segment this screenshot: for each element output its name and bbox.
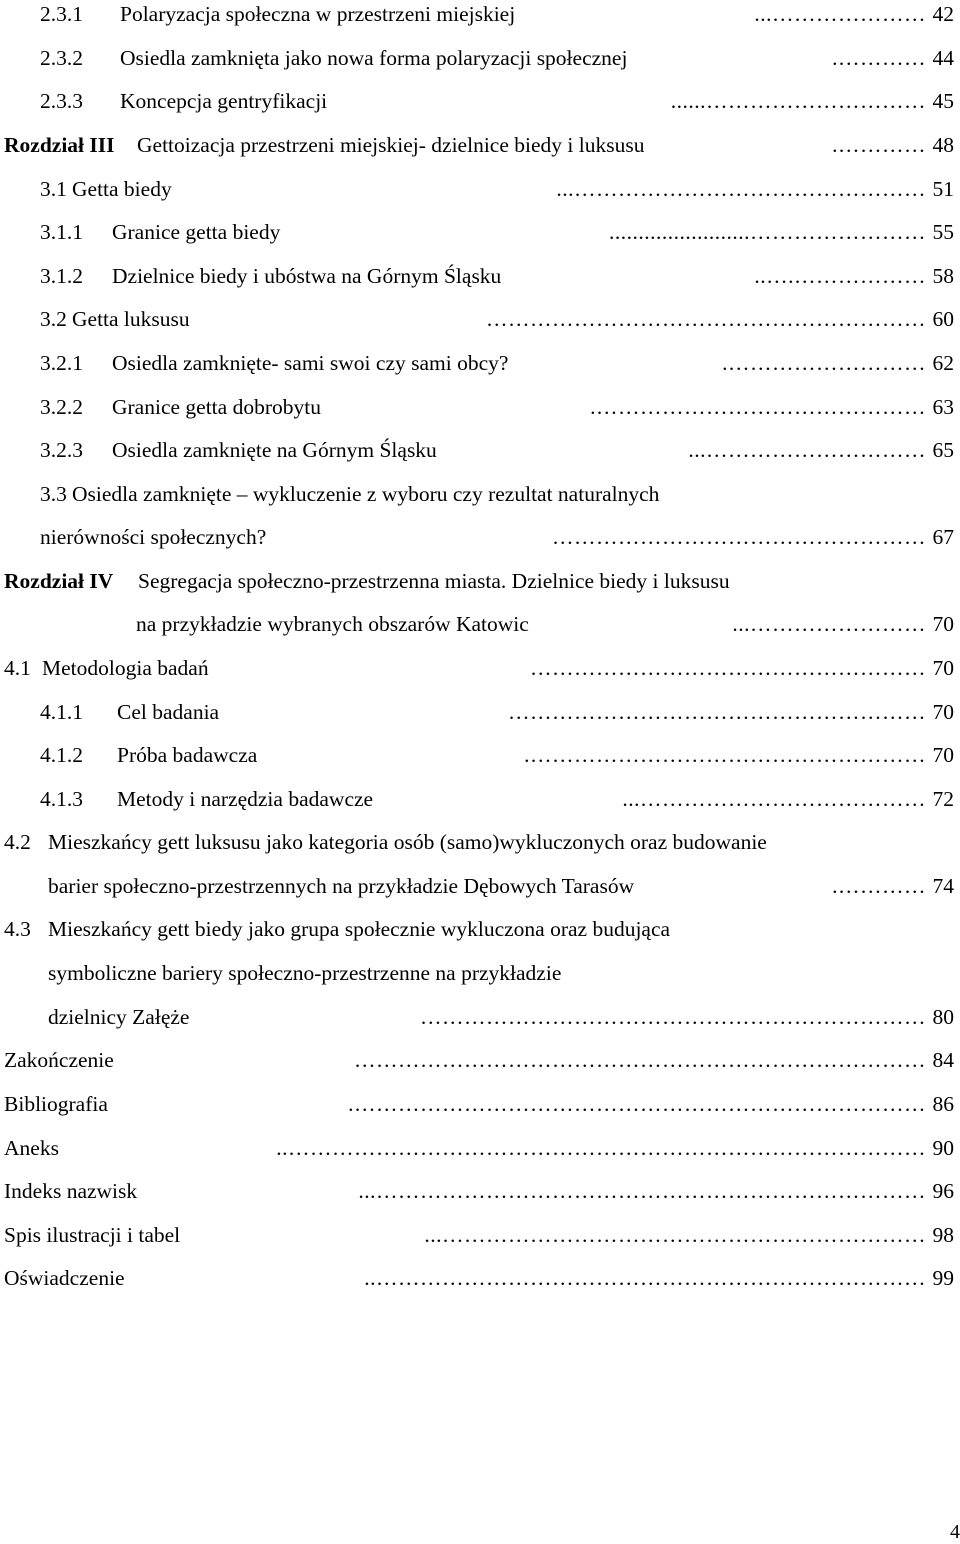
toc-entry: [0, 305, 960, 333]
toc-entry-number: Rozdział IV: [4, 569, 114, 593]
toc-entry-title: Zakończenie: [4, 1048, 114, 1072]
toc-entry-title: dzielnicy Załęże: [48, 1005, 190, 1029]
toc-entry-leader: ……………………………………………………………………: [354, 1048, 926, 1072]
toc-entry: [0, 698, 960, 726]
toc-entry-page: 84: [932, 1048, 954, 1072]
toc-entry-title: barier społeczno-przestrzennych na przykładzie Dębowych Tarasów: [48, 874, 635, 898]
toc-entry: [0, 218, 960, 246]
toc-entry-title: na przykładzie wybranych obszarów Katowic: [136, 612, 529, 636]
toc-entry-leader: …………………………......: [670, 89, 926, 113]
toc-entry-title: Getta luksusu: [72, 307, 190, 331]
toc-entry-title: Polaryzacja społeczna w przestrzeni miejskiej: [120, 2, 516, 26]
toc-entry: [0, 1134, 960, 1162]
toc-entry-title: Osiedla zamknięte na Górnym Śląsku: [112, 438, 437, 462]
toc-entry-leader: ……………….…..: [754, 264, 926, 288]
toc-entry-title: Granice getta dobrobytu: [112, 395, 321, 419]
toc-entry: [0, 1221, 960, 1249]
toc-entry: [0, 1090, 960, 1118]
toc-entry-number: 3.2: [40, 307, 67, 331]
toc-entry-title: Oświadczenie: [4, 1266, 125, 1290]
toc-entry-number: 3.3: [40, 482, 67, 506]
toc-entry-page: 44: [932, 46, 954, 70]
toc-entry-page: 48: [932, 133, 954, 157]
toc-entry: [0, 349, 960, 377]
toc-entry-page: 86: [932, 1092, 954, 1116]
toc-entry-page: 99: [932, 1266, 954, 1290]
toc-entry-leader: …………………...: [754, 2, 926, 26]
toc-entry-title: Koncepcja gentryfikacji: [120, 89, 328, 113]
toc-entry: [0, 131, 960, 159]
toc-entry: [0, 915, 960, 943]
toc-entry-number: 3.2.2: [40, 395, 83, 419]
toc-entry-page: 62: [932, 351, 954, 375]
toc-entry-page: 72: [932, 787, 954, 811]
toc-entry-page: 60: [932, 307, 954, 331]
toc-entry-number: 4.1.3: [40, 787, 83, 811]
toc-entry: [0, 523, 960, 551]
toc-entry: [0, 44, 960, 72]
toc-entry-number: 4.1.1: [40, 700, 83, 724]
toc-entry-title: Mieszkańcy gett luksusu jako kategoria osób (samo)wykluczonych oraz budowanie: [48, 830, 767, 854]
toc-entry-page: 96: [932, 1179, 954, 1203]
toc-entry-leader: …………………………………………………………………...: [358, 1179, 926, 1203]
toc-entry-leader: ……………………………………………………………………………..: [276, 1136, 926, 1160]
toc-entry-title: Bibliografia: [4, 1092, 108, 1116]
toc-entry: [0, 175, 960, 203]
toc-entry-number: 2.3.3: [40, 89, 83, 113]
toc-entry-leader: ………….: [832, 133, 926, 157]
toc-entry: [0, 741, 960, 769]
toc-entry-title: Mieszkańcy gett biedy jako grupa społecznie wykluczona oraz budująca: [48, 917, 671, 941]
toc-entry-leader: ……………………...: [732, 612, 926, 636]
toc-entry-page: 70: [932, 700, 954, 724]
toc-entry: [0, 480, 960, 508]
toc-entry-title: Metody i narzędzia badawcze: [117, 787, 374, 811]
toc-entry-number: 4.3: [4, 917, 31, 941]
toc-entry-leader: …………………………………………………………...: [424, 1223, 926, 1247]
toc-entry-leader: …………………………...: [688, 438, 926, 462]
toc-entry-page: 67: [932, 525, 954, 549]
toc-entry-number: 4.1: [4, 656, 31, 680]
toc-entry-leader: ……………………….: [722, 351, 926, 375]
toc-entry: [0, 262, 960, 290]
toc-entry-number: 4.2: [4, 830, 31, 854]
toc-entry-page: 51: [932, 177, 954, 201]
toc-entry-title: symboliczne bariery społeczno-przestrzenne na przykładzie: [48, 961, 562, 985]
toc-entry-title: Segregacja społeczno-przestrzenna miasta. Dzielnice biedy i luksusu: [138, 569, 730, 593]
toc-entry-number: 3.1: [40, 177, 67, 201]
toc-entry-page: 74: [932, 874, 954, 898]
toc-entry-page: 65: [932, 438, 954, 462]
toc-entry-leader: …………………………………………………………………….: [348, 1092, 926, 1116]
toc-entry: [0, 610, 960, 638]
toc-entry-title: Osiedla zamknięta jako nowa forma polaryzacji społecznej: [120, 46, 628, 70]
toc-entry-title: Cel badania: [117, 700, 220, 724]
toc-entry-title: Granice getta biedy: [112, 220, 281, 244]
toc-entry-title: Próba badawcza: [117, 743, 258, 767]
toc-entry-number: 3.2.1: [40, 351, 83, 375]
toc-entry-title: Dzielnice biedy i ubóstwa na Górnym Śląsku: [112, 264, 502, 288]
toc-entry-title: Indeks nazwisk: [4, 1179, 138, 1203]
toc-entry-title: Metodologia badań: [42, 656, 209, 680]
toc-entry-leader: ……………………………………….: [590, 395, 926, 419]
toc-entry: [0, 1264, 960, 1292]
toc-entry-leader: ……………………………………………: [552, 525, 926, 549]
toc-entry: [0, 959, 960, 987]
toc-entry-page: 80: [932, 1005, 954, 1029]
toc-entry-leader: ……………………........................: [609, 220, 926, 244]
toc-entry: [0, 393, 960, 421]
toc-entry-number: 3.2.3: [40, 438, 83, 462]
toc-entry-number: 3.1.1: [40, 220, 83, 244]
toc-entry-leader: …………………………………...: [622, 787, 926, 811]
toc-entry-page: 63: [932, 395, 954, 419]
toc-entry: [0, 87, 960, 115]
toc-entry-number: 3.1.2: [40, 264, 83, 288]
toc-entry-leader: …………………………………………...: [556, 177, 926, 201]
toc-entry-number: Rozdział III: [4, 133, 115, 157]
toc-entry-title: Gettoizacja przestrzeni miejskiej- dzielnice biedy i luksusu: [137, 133, 645, 157]
toc-entry: [0, 654, 960, 682]
page-number: 4: [950, 1521, 960, 1543]
toc-entry-page: 45: [932, 89, 954, 113]
toc-entry: [0, 436, 960, 464]
toc-entry-page: 55: [932, 220, 954, 244]
toc-entry: [0, 828, 960, 856]
toc-entry: [0, 1003, 960, 1031]
toc-entry-page: 90: [932, 1136, 954, 1160]
toc-entry-title: Getta biedy: [72, 177, 172, 201]
toc-entry-number: 4.1.2: [40, 743, 83, 767]
toc-entry: [0, 0, 960, 28]
toc-entry: [0, 567, 960, 595]
toc-entry-leader: ………….: [832, 46, 926, 70]
toc-entry: [0, 785, 960, 813]
toc-entry: [0, 872, 960, 900]
toc-entry-title: Spis ilustracji i tabel: [4, 1223, 181, 1247]
toc-entry-page: 70: [932, 743, 954, 767]
toc-entry-leader: …………………………………………………………………..: [364, 1266, 926, 1290]
toc-entry-leader: …………………………………………………: [508, 700, 926, 724]
toc-entry-number: 2.3.2: [40, 46, 83, 70]
toc-entry-leader: ………………………………………………: [530, 656, 926, 680]
toc-entry-leader: ……………………………………………….: [524, 743, 926, 767]
toc-entry-page: 70: [932, 612, 954, 636]
toc-entry-title: Osiedla zamknięte- sami swoi czy sami obcy?: [112, 351, 509, 375]
toc-entry-page: 70: [932, 656, 954, 680]
toc-entry-page: 98: [932, 1223, 954, 1247]
toc-entry-title: Aneks: [4, 1136, 59, 1160]
toc-entry-title: Osiedla zamknięte – wykluczenie z wyboru czy rezultat naturalnych: [72, 482, 660, 506]
toc-entry-number: 2.3.1: [40, 2, 83, 26]
toc-entry-page: 42: [932, 2, 954, 26]
toc-entry-leader: ………….: [832, 874, 926, 898]
toc-entry-leader: ……………………………………………………: [486, 307, 926, 331]
toc-entry-leader: ……………………………………………………………: [420, 1005, 926, 1029]
toc-entry-title: nierówności społecznych?: [40, 525, 267, 549]
toc-entry: [0, 1177, 960, 1205]
toc-entry-page: 58: [932, 264, 954, 288]
toc-entry: [0, 1046, 960, 1074]
